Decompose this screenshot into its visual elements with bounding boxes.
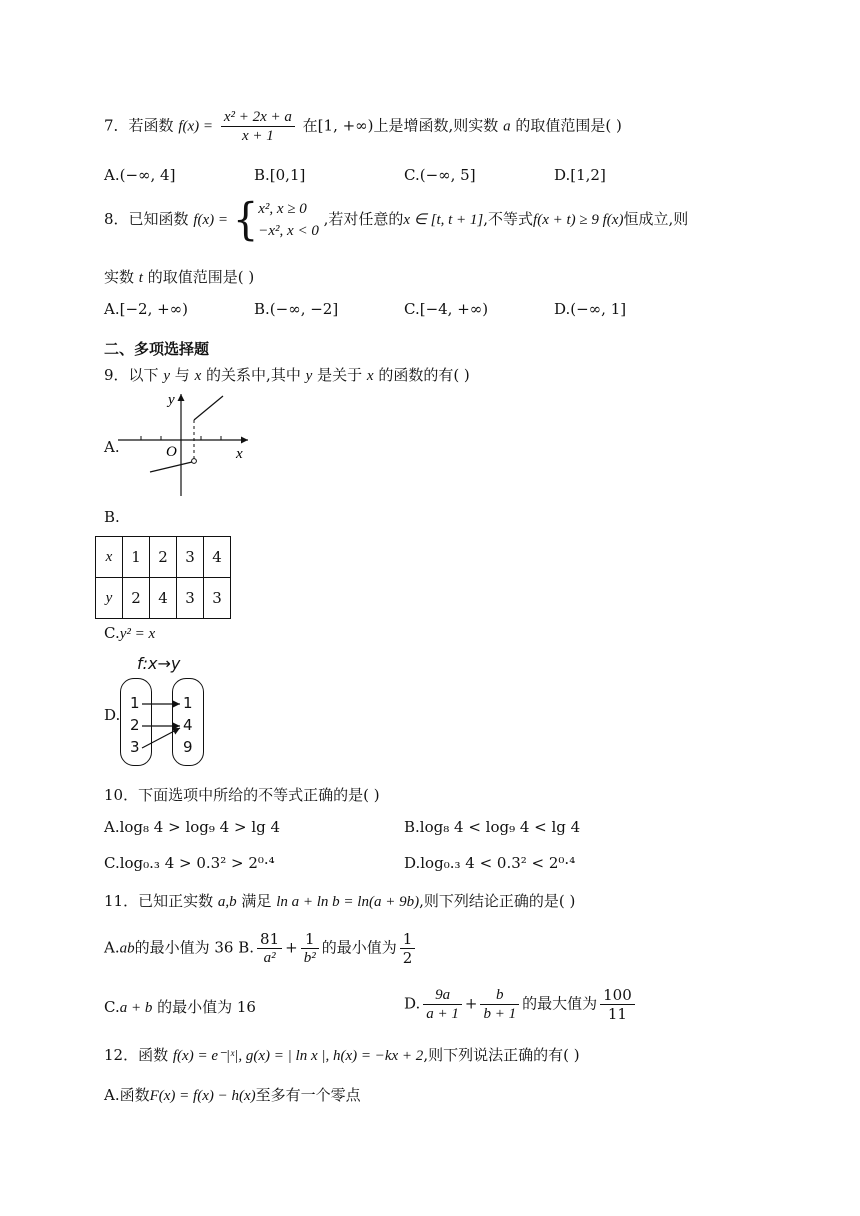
q9-option-c — [104, 624, 155, 643]
q11-d-value — [600, 986, 635, 1023]
q11-b-d2: b² — [303, 950, 316, 966]
q9-mapping-title: f:x→y — [137, 654, 181, 673]
q11-equation: ln a + ln b = ln(a + 9b) — [276, 894, 420, 910]
q11-d-d1: a + 1 — [426, 1006, 459, 1022]
q11-b-text: 的最小值为 — [321, 938, 397, 957]
table-cell: 4 — [204, 537, 231, 578]
table-cell: 1 — [123, 537, 150, 578]
q9-option-a-label: A. — [104, 438, 120, 456]
q9-text-e: 的函数的有( ) — [378, 366, 470, 384]
q7-mid: 在 — [302, 116, 318, 135]
q8-cond: x ∈ [t, t + 1] — [403, 212, 484, 228]
q8-line — [104, 194, 689, 246]
q11-option-c — [104, 996, 256, 1017]
q9-domain-1: 1 — [130, 694, 140, 712]
q7-numerator: x² + 2x + a — [221, 108, 295, 127]
q9-mapping-arrows — [138, 696, 188, 756]
q8-mid: ,若对任意的 — [323, 210, 404, 228]
table-cell: y — [96, 578, 123, 619]
q8-mid2: ,不等式 — [483, 210, 534, 228]
q8-inequality: f(x + t) ≥ 9 f(x) — [533, 212, 624, 228]
q10-option-a: A.log₈ 4 > log₉ 4 > lg 4 — [104, 818, 281, 836]
q11-b-label: B. — [238, 938, 255, 957]
table-cell: x — [96, 537, 123, 578]
q9-text-c: 的关系中,其中 — [206, 366, 301, 384]
q8-line2-post: 的取值范围是( ) — [147, 268, 255, 286]
q7-option-b: B.[0,1] — [254, 166, 306, 184]
q8-option-c: C.[−4, +∞) — [404, 300, 489, 318]
q11-number: 11． — [104, 892, 139, 910]
q11-d-vn: 100 — [600, 986, 635, 1005]
q9-graph-y-label: y — [168, 392, 175, 408]
q9-domain-2: 2 — [130, 716, 140, 734]
q11-line — [104, 890, 575, 911]
table-row — [96, 578, 231, 619]
q11-b-frac-1 — [257, 930, 282, 967]
q12-a-expr: F(x) = f(x) − h(x) — [149, 1088, 256, 1104]
q7-fraction — [221, 108, 295, 145]
q7-number: 7． — [104, 116, 129, 135]
q9-option-b-label: B. — [104, 508, 120, 526]
q10-option-b: B.log₈ 4 < log₉ 4 < lg 4 — [404, 818, 581, 836]
q11-b-frac-2 — [301, 930, 319, 967]
q7-option-d: D.[1,2] — [554, 166, 606, 184]
q7-text-pre: 若函数 — [128, 116, 174, 135]
q11-c-text: 的最小值为 16 — [157, 998, 256, 1016]
q8-f-lhs: f(x) = — [193, 212, 229, 228]
q11-d-d2: b + 1 — [483, 1006, 517, 1022]
q7-tail: 的取值范围是( ) — [515, 116, 622, 135]
q12-pre: 函数 — [138, 1046, 169, 1064]
q8-option-d: D.(−∞, 1] — [554, 300, 627, 318]
q8-option-a: A.[−2, +∞) — [104, 300, 189, 318]
q9-value-table — [95, 536, 231, 619]
q9-var-y2: y — [305, 368, 313, 384]
q9-graph — [118, 388, 258, 500]
q11-a-text: 的最小值为 36 — [134, 938, 234, 957]
q9-number: 9． — [104, 366, 129, 384]
q9-domain-3: 3 — [130, 738, 140, 756]
q9-var-y1: y — [163, 368, 171, 384]
table-cell: 3 — [177, 578, 204, 619]
q9-text-b: 与 — [174, 366, 190, 384]
q9-codomain-1: 1 — [183, 694, 193, 712]
q10-number: 10． — [104, 786, 139, 804]
q11-mid: 满足 — [241, 892, 272, 910]
q8-option-b: B.(−∞, −2] — [254, 300, 339, 318]
q11-vars: a,b — [217, 894, 237, 910]
q11-b-n2: 1 — [301, 930, 319, 949]
section-heading: 二、多项选择题 — [104, 340, 210, 358]
q8-cases — [258, 198, 319, 242]
q7-option-c: C.(−∞, 5] — [404, 166, 476, 184]
q12-a-label: A.函数 — [104, 1086, 150, 1104]
q11-d-label: D. — [404, 994, 421, 1013]
q7-line — [104, 108, 622, 145]
q9-graph-origin-label: O — [166, 444, 177, 460]
table-cell: 3 — [177, 537, 204, 578]
table-cell: 4 — [150, 578, 177, 619]
table-cell: 2 — [150, 537, 177, 578]
q8-number: 8． — [104, 210, 129, 228]
q11-a-label: A. — [104, 938, 120, 957]
q11-b-n1: 81 — [257, 930, 282, 949]
q8-line2-var: t — [138, 270, 143, 286]
q11-post: ,则下列结论正确的是( ) — [419, 892, 576, 910]
q11-option-d — [404, 986, 638, 1023]
table-row — [96, 537, 231, 578]
q7-var: a — [503, 118, 511, 135]
q9-var-x2: x — [366, 368, 374, 384]
q11-d-n2: b — [480, 986, 519, 1005]
q11-d-plus: + — [464, 994, 478, 1013]
table-cell: 2 — [123, 578, 150, 619]
q9-codomain-3: 9 — [183, 738, 193, 756]
q9-option-c-expr: y² = x — [119, 626, 156, 642]
q12-post: ,则下列说法正确的有( ) — [423, 1046, 580, 1064]
q8-case-2: −x², x < 0 — [258, 223, 319, 239]
q8-post: 恒成立,则 — [623, 210, 689, 228]
q7-option-a: A.(−∞, 4] — [104, 166, 176, 184]
q11-b-plus: + — [285, 938, 298, 957]
q11-b-vd: 2 — [402, 949, 413, 967]
q7-f-lhs: f(x) = — [178, 118, 214, 135]
q8-line-2 — [104, 266, 254, 287]
q10-option-d: D.log₀.₃ 4 < 0.3² < 2⁰·⁴ — [404, 854, 576, 872]
q7-denominator: x + 1 — [241, 128, 274, 144]
q12-functions: f(x) = e⁻|ˣ|, g(x) = | ln x |, h(x) = −kx + 2 — [172, 1048, 424, 1064]
q11-d-frac-1 — [423, 986, 462, 1023]
q12-number: 12． — [104, 1046, 139, 1064]
q8-text-pre: 已知函数 — [128, 210, 189, 228]
q11-option-a-b — [104, 930, 418, 967]
q12-line — [104, 1044, 580, 1065]
q11-d-vd: 11 — [607, 1005, 627, 1023]
q10-line — [104, 784, 380, 805]
q9-graph-x-label: x — [236, 446, 243, 462]
q9-text-d: 是关于 — [317, 366, 363, 384]
q9-codomain-2: 4 — [183, 716, 193, 734]
q9-var-x1: x — [194, 368, 202, 384]
q9-option-d-label: D. — [104, 706, 121, 724]
q12-option-a — [104, 1084, 361, 1105]
q10-option-c: C.log₀.₃ 4 > 0.3² > 2⁰·⁴ — [104, 854, 275, 872]
q12-a-post: 至多有一个零点 — [255, 1086, 361, 1104]
q11-a-var: ab — [119, 940, 135, 957]
q9-line — [104, 364, 470, 385]
q11-b-d1: a² — [263, 950, 276, 966]
q11-d-text: 的最大值为 — [522, 994, 598, 1013]
q7-interval: [1, +∞) — [317, 116, 374, 135]
q11-pre: 已知正实数 — [138, 892, 214, 910]
q11-c-label: C. — [104, 998, 120, 1016]
q9-text-a: 以下 — [128, 366, 159, 384]
q11-d-frac-2 — [480, 986, 519, 1023]
q11-b-value — [400, 930, 416, 967]
table-cell: 3 — [204, 578, 231, 619]
q11-d-n1: 9a — [423, 986, 462, 1005]
q10-text: 下面选项中所给的不等式正确的是( ) — [138, 786, 380, 804]
q11-c-expr: a + b — [119, 1000, 153, 1016]
q9-option-c-label: C. — [104, 624, 120, 642]
q8-line2-pre: 实数 — [104, 268, 135, 286]
q11-b-vn: 1 — [400, 930, 416, 949]
q8-case-1: x², x ≥ 0 — [258, 201, 307, 217]
q7-post: 上是增函数,则实数 — [373, 116, 499, 135]
q8-brace: { — [232, 194, 259, 246]
